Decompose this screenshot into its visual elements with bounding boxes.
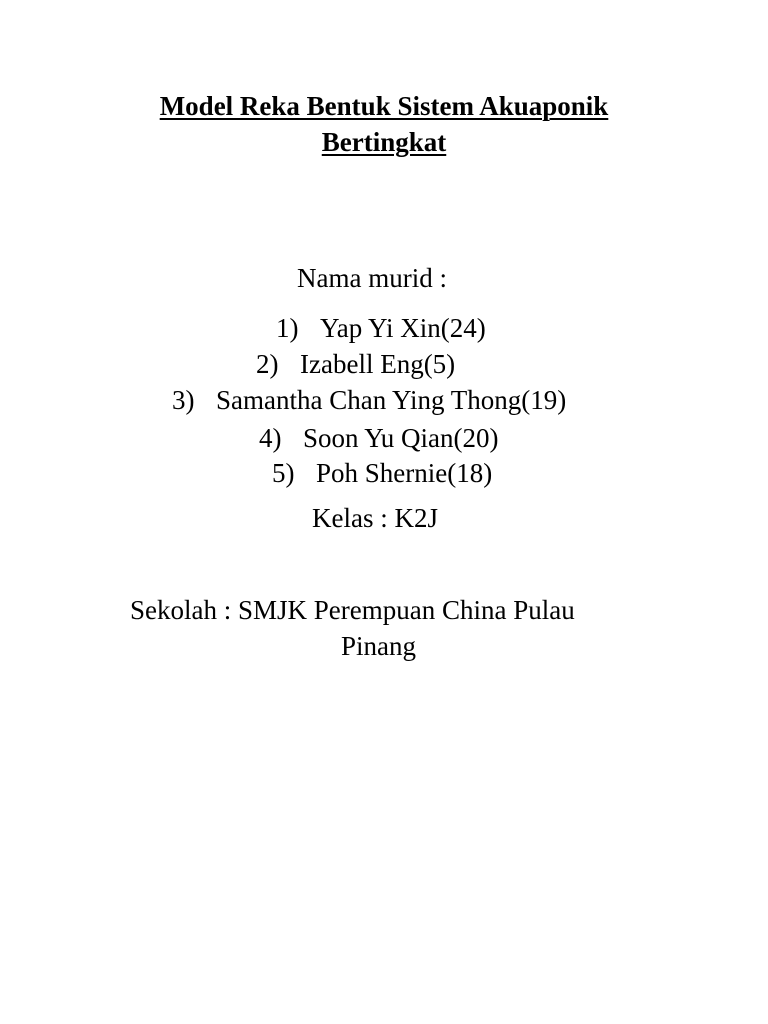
title-line-1: Model Reka Bentuk Sistem Akuaponik	[159, 91, 609, 121]
student-number: 3)	[172, 385, 195, 415]
student-item	[256, 346, 455, 382]
student-name: Samantha Chan Ying Thong(19)	[216, 385, 567, 415]
student-number: 1)	[276, 313, 299, 343]
student-item	[276, 310, 486, 346]
student-number: 2)	[256, 349, 279, 379]
student-name: Soon Yu Qian(20)	[303, 423, 499, 453]
school-line-1: Sekolah : SMJK Perempuan China Pulau	[130, 595, 575, 625]
student-name: Izabell Eng(5)	[300, 349, 456, 379]
students-label: Nama murid :	[297, 263, 447, 293]
student-name: Poh Shernie(18)	[316, 458, 493, 488]
student-item	[172, 382, 566, 418]
student-name: Yap Yi Xin(24)	[320, 313, 486, 343]
student-number: 4)	[259, 423, 282, 453]
class-line: Kelas : K2J	[312, 503, 438, 533]
school-line-2: Pinang	[341, 631, 417, 661]
student-number: 5)	[272, 458, 295, 488]
title-line-2: Bertingkat	[321, 127, 447, 157]
student-item	[259, 420, 499, 456]
student-item	[272, 455, 492, 491]
